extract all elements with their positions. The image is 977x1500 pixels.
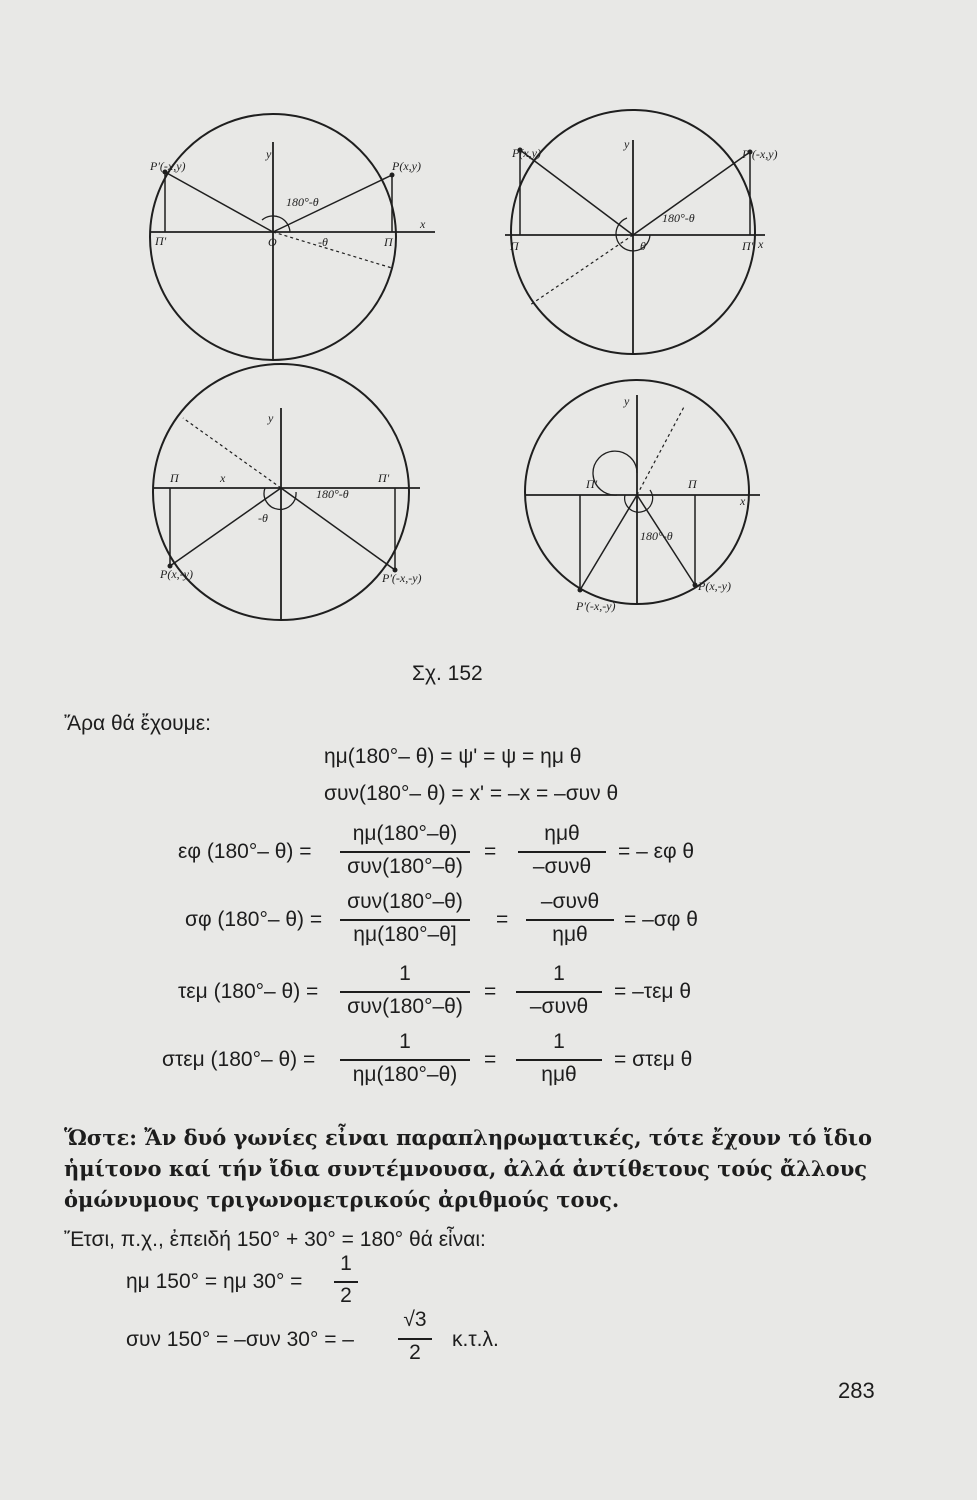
circle-1-radius-p-prime [165, 172, 273, 232]
c3-label-p: P(x,-y) [160, 567, 193, 581]
example-sin-left: ημ 150° = ημ 30° = [126, 1270, 303, 1293]
c1-label-angle: 180°-θ [286, 195, 319, 209]
eq-csc-num: 1 [399, 1030, 411, 1053]
eq-csc-res: = στεμ θ [614, 1048, 693, 1071]
c1-label-o: O [268, 235, 277, 249]
eq-tan-bar2 [518, 851, 606, 853]
circle-2-dashed-line [530, 235, 633, 305]
eq-cot-eq2: = [496, 908, 509, 931]
eq-tan-den: συν(180°–θ) [347, 855, 463, 878]
c3-label-p-prime: P'(-x,-y) [382, 571, 422, 585]
c2-label-p: P(x,y) [512, 146, 541, 160]
c4-label-angle: 180°-θ [640, 529, 673, 543]
c3-label-pi: Π [170, 471, 179, 485]
eq-sec-bar [340, 991, 470, 993]
eq-sec-num2: 1 [553, 962, 565, 985]
circle-4-arc [625, 490, 653, 512]
eq-sec-den: συν(180°–θ) [347, 995, 463, 1018]
eq-tan-den2: –συνθ [532, 855, 592, 878]
example-sin-num: 1 [340, 1252, 352, 1275]
circle-2-radius-p-prime [520, 150, 633, 235]
eq-tan-eq2: = [484, 840, 497, 863]
eq-cot-num2: –συνθ [540, 890, 600, 913]
c2-label-y: y [624, 137, 630, 151]
eq-tan-left: εφ (180°– θ) = [178, 840, 312, 863]
rule-paragraph: Ὥστε: Ἄν δυό γωνίες εἶναι παραπληρωματικές, τότε ἔχουν τό ἴδιο ἡμίτονο καί τήν ἴδια συντέμνουσα, ἀλλά ἀντίθετους τούς ἄλλους ὁμώνυμους τριγωνομετρικούς ἀριθμούς τους. [64, 1125, 873, 1212]
c2-label-x: x [758, 237, 764, 251]
eq-csc-eq2: = [484, 1048, 497, 1071]
c4-label-pi-prime: Π' [586, 477, 598, 491]
eq-cot-num: συν(180°–θ) [347, 890, 463, 913]
eq-cos: συν(180°– θ) = x' = –x = –συν θ [324, 782, 619, 805]
c2-label-pi: Π [510, 239, 519, 253]
c2-label-angle: 180°-θ [662, 211, 695, 225]
eq-csc-left: στεμ (180°– θ) = [162, 1048, 316, 1071]
c3-label-angle: 180°-θ [316, 487, 349, 501]
circle-4-arc-outer [593, 451, 637, 495]
eq-sec-res: = –τεμ θ [614, 980, 692, 1003]
example-cos-bar [398, 1338, 432, 1340]
c3-label-y: y [268, 411, 274, 425]
c1-label-pi-prime: Π' [155, 234, 167, 248]
example-cos-left: συν 150° = –συν 30° = – [126, 1328, 354, 1351]
circle-4-dashed-line [637, 405, 685, 495]
c3-label-minus-theta: -θ [258, 511, 268, 525]
c1-label-p-prime: P'(-x,y) [150, 159, 186, 173]
eq-cot-bar [340, 919, 470, 921]
example-cos-den: 2 [409, 1341, 421, 1364]
eq-cot-left: σφ (180°– θ) = [185, 908, 323, 931]
c3-label-x: x [220, 471, 226, 485]
eq-tan-num: ημ(180°–θ) [352, 822, 458, 845]
eq-csc-num2: 1 [553, 1030, 565, 1053]
c2-label-theta: θ [640, 239, 646, 253]
circle-1-dashed-line [273, 232, 392, 268]
figure-152 [0, 0, 977, 660]
eq-tan-num2: ημθ [544, 822, 580, 845]
c1-label-p: P(x,y) [392, 159, 421, 173]
example-sin-den: 2 [340, 1284, 352, 1307]
eq-sec-left: τεμ (180°– θ) = [178, 980, 319, 1003]
c3-label-pi-prime: Π' [378, 471, 390, 485]
c1-label-minus-theta: -θ [318, 235, 328, 249]
eq-tan-res: = – εφ θ [618, 840, 695, 863]
eq-csc-den2: ημθ [541, 1063, 577, 1086]
eq-sec-eq2: = [484, 980, 497, 1003]
eq-cot-bar2 [526, 919, 614, 921]
page-number: 283 [838, 1378, 875, 1403]
eq-sec-bar2 [516, 991, 602, 993]
eq-csc-bar [340, 1059, 470, 1061]
circle-3-radius-p-prime [170, 488, 281, 566]
eq-tan-bar [340, 851, 470, 853]
intro-text: Ἄρα θά ἔχουμε: [64, 712, 211, 735]
eq-csc-den: ημ(180°–θ) [352, 1063, 458, 1086]
example-cos-num: √3 [403, 1308, 427, 1331]
figure-caption: Σχ. 152 [412, 662, 483, 685]
c1-label-y: y [266, 147, 272, 161]
c4-label-p: P(x,-y) [698, 579, 731, 593]
eq-sec-num: 1 [399, 962, 411, 985]
circle-4-radius-p-prime [580, 495, 637, 590]
c1-label-x: x [420, 217, 426, 231]
example-intro: Ἔτσι, π.χ., ἐπειδή 150° + 30° = 180° θά εἶναι: [64, 1228, 486, 1251]
c4-label-pi: Π [688, 477, 697, 491]
circle-1-arc [262, 216, 290, 232]
c4-label-p-prime: P'(-x,-y) [576, 599, 616, 613]
example-sin-bar [334, 1281, 358, 1283]
eq-cot-res: = –σφ θ [624, 908, 698, 931]
circle-3-dashed-line [183, 418, 281, 488]
c1-label-pi: Π [384, 235, 393, 249]
eq-cot-den2: ημθ [552, 923, 588, 946]
circle-3-arc [264, 488, 296, 509]
c2-label-p-prime: P'(-x,y) [742, 147, 778, 161]
eq-csc-bar2 [516, 1059, 602, 1061]
eq-sin: ημ(180°– θ) = ψ' = ψ = ημ θ [324, 745, 582, 768]
example-cos-tail: κ.τ.λ. [452, 1328, 499, 1351]
eq-cot-den: ημ(180°–θ] [353, 923, 457, 946]
c4-label-y: y [624, 394, 630, 408]
c4-label-x: x [740, 494, 746, 508]
eq-sec-den2: –συνθ [529, 995, 589, 1018]
c2-label-pi-prime: Π' [742, 239, 754, 253]
